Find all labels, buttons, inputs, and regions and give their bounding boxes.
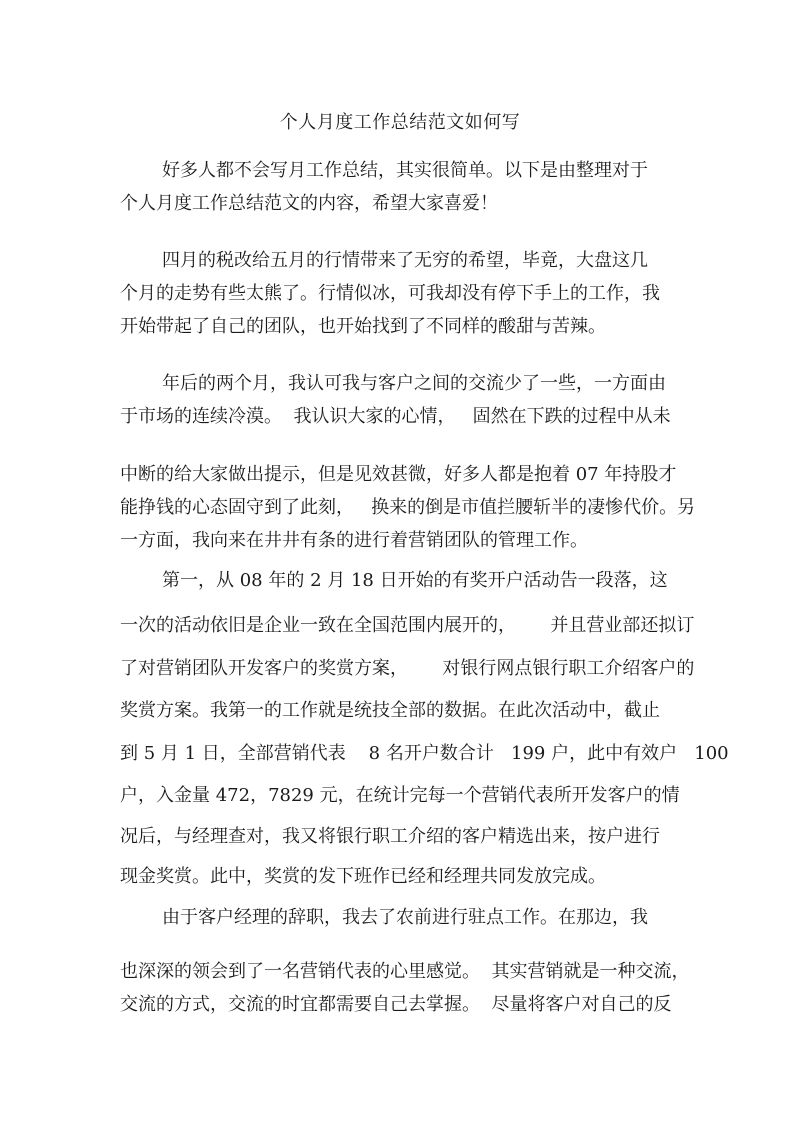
- paragraph-line: 于市场的连续冷漠。 我认识大家的心情， 固然在下跌的过程中从未: [120, 406, 671, 427]
- paragraph-line: 一次的活动依旧是企业一致在全国范围内展开的， 并且营业部还拟订: [120, 615, 695, 636]
- paragraph-line: 个月的走势有些太熊了。行情似冰，可我却没有停下手上的工作，我: [120, 283, 660, 304]
- paragraph-line: 一方面，我向来在井井有条的进行着营销团队的管理工作。: [120, 530, 588, 551]
- paragraph-line: 能挣钱的心态固守到了此刻， 换来的倒是市值拦腰斩半的凄惨代价。另: [120, 497, 696, 518]
- paragraph-line: 交流的方式，交流的时宜都需要自己去掌握。 尽量将客户对自己的反: [120, 994, 672, 1015]
- paragraph-line: 到 5 月 1 日，全部营销代表 8 名开户数合计 199 户，此中有效户 100: [120, 743, 729, 764]
- paragraph-line: 也深深的领会到了一名营销代表的心里感觉。 其实营销就是一种交流，: [120, 961, 690, 982]
- document-title: 个人月度工作总结范文如何写: [279, 112, 521, 133]
- paragraph-line: 由于客户经理的辞职，我去了农前进行驻点工作。在那边，我: [162, 907, 648, 928]
- paragraph-line: 四月的税改给五月的行情带来了无穷的希望，毕竟，大盘这几: [162, 250, 648, 271]
- paragraph-line: 个人月度工作总结范文的内容，希望大家喜爱！: [120, 193, 498, 214]
- paragraph-line: 中断的给大家做出提示，但是见效甚微，好多人都是抱着 07 年持股才: [120, 464, 677, 485]
- paragraph-line: 了对营销团队开发客户的奖赏方案， 对银行网点银行职工介绍客户的: [120, 658, 695, 679]
- paragraph-line: 况后，与经理查对，我又将银行职工介绍的客户精选出来，按户进行: [120, 826, 660, 847]
- paragraph-line: 开始带起了自己的团队，也开始找到了不同样的酸甜与苦辣。: [120, 316, 606, 337]
- paragraph-line: 现金奖赏。此中，奖赏的发下班作已经和经理共同发放完成。: [120, 866, 606, 887]
- paragraph-line: 年后的两个月，我认可我与客户之间的交流少了一些，一方面由: [162, 373, 666, 394]
- paragraph-line: 户，入金量 472，7829 元，在统计完每一个营销代表所开发客户的情: [120, 785, 680, 806]
- paragraph-line: 第一，从 08 年的 2 月 18 日开始的有奖开户活动告一段落，这: [162, 570, 668, 591]
- paragraph-line: 好多人都不会写月工作总结，其实很简单。以下是由整理对于: [162, 160, 648, 181]
- paragraph-line: 奖赏方案。我第一的工作就是统技全部的数据。在此次活动中，截止: [120, 700, 660, 721]
